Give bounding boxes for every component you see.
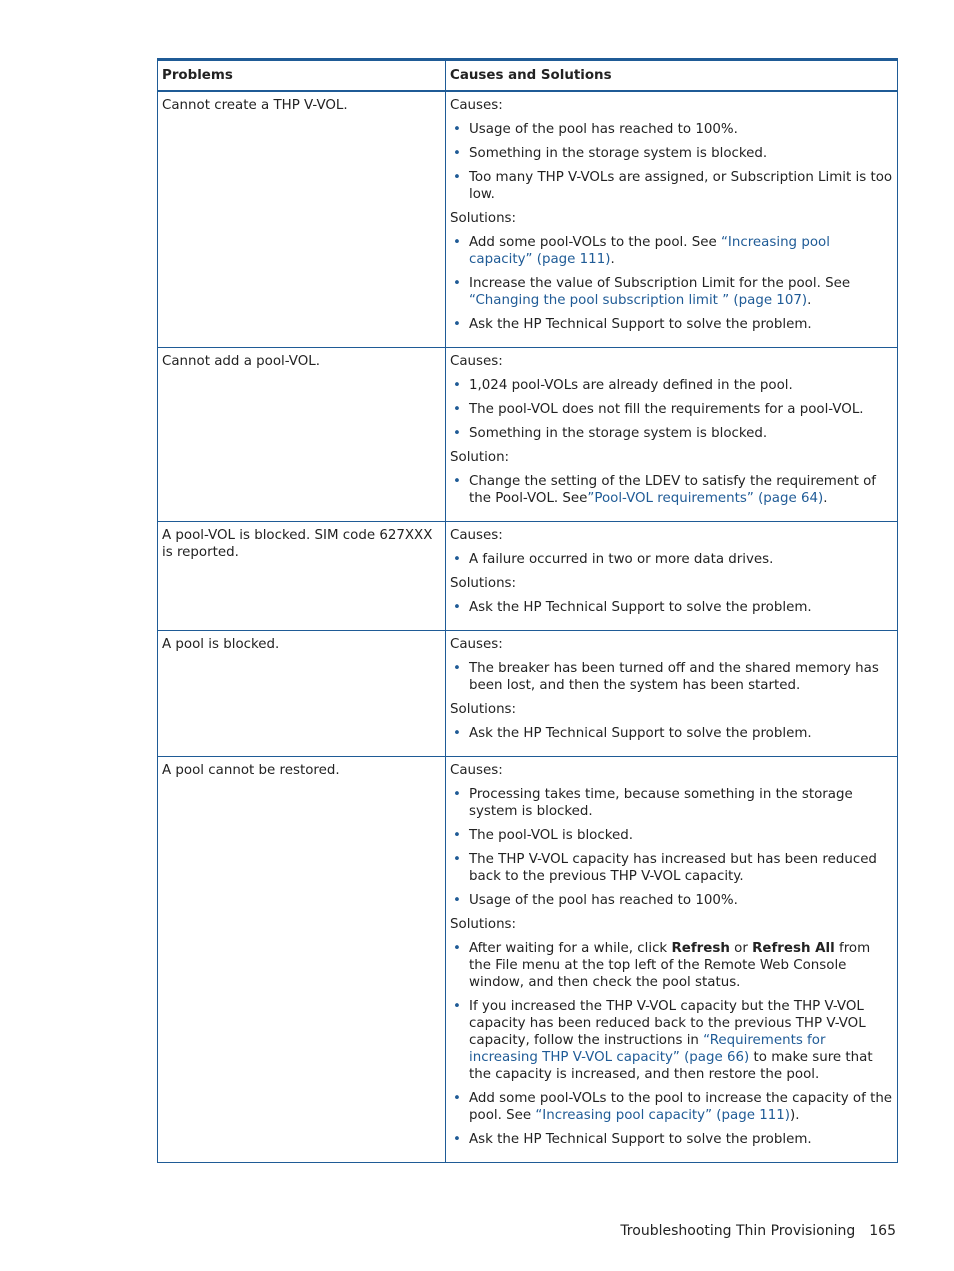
causes-list [450,121,893,203]
solution-item [450,473,893,507]
causes-label: Causes: [450,763,503,778]
causes-solutions-cell [446,631,898,757]
problem-cell: A pool-VOL is blocked. SIM code 627XXX is reported. [158,522,446,631]
cross-reference-link[interactable]: ”Pool-VOL requirements” (page 64) [587,491,824,506]
solutions-label: Solutions: [450,917,517,932]
solution-text: . [610,252,615,267]
table-row [158,757,898,1163]
cross-reference-link[interactable]: “Increasing pool capacity” (page 111) [535,1108,790,1123]
table-row [158,631,898,757]
cause-item: • Too many THP V-VOLs are assigned, or Subscription Limit is too low. [450,169,893,203]
causes-list [450,660,893,694]
cause-item: • Something in the storage system is blocked. [450,425,893,442]
table-body [158,91,898,1163]
solution-text: from the File menu at the top left of the Remote Web Console window, and then check the pool status. [469,941,871,990]
solution-text: Ask the HP Technical Support to solve the problem. [469,1132,812,1147]
cause-item: • Usage of the pool has reached to 100%. [450,121,893,138]
cause-item: • The breaker has been turned off and the shared memory has been lost, and then the system has been started. [450,660,893,694]
solutions-list [450,725,893,742]
cause-item: • Processing takes time, because something in the storage system is blocked. [450,786,893,820]
cause-item: • 1,024 pool-VOLs are already defined in the pool. [450,377,893,394]
cross-reference-link[interactable]: “Requirements for increasing THP V-VOL capacity” (page 66) [469,1033,826,1065]
causes-label: Causes: [450,98,503,113]
problem-cell: Cannot add a pool-VOL. [158,348,446,522]
table-header-row [158,60,898,92]
problem-cell: Cannot create a THP V-VOL. [158,91,446,348]
cause-item: • The pool-VOL is blocked. [450,827,893,844]
causes-list [450,377,893,442]
solution-text: . [807,293,812,308]
footer-section-title: Troubleshooting Thin Provisioning [620,1223,856,1239]
cause-item: • Something in the storage system is blocked. [450,145,893,162]
causes-solutions-cell [446,91,898,348]
header-causes-solutions: Causes and Solutions [446,60,898,92]
causes-label: Causes: [450,354,503,369]
solution-item [450,1131,893,1148]
solution-text: If you increased the THP V-VOL capacity but the THP V-VOL capacity has been reduced back to the previous THP V-VOL capacity, follow the instructions in [469,999,866,1048]
menu-command-refresh-all: Refresh All [752,941,835,956]
solution-text: Change the setting of the LDEV to satisfy the requirement of the Pool-VOL. See [469,474,876,506]
cross-reference-link[interactable]: “Changing the pool subscription limit ” (page 107) [469,293,808,308]
solution-text: . [823,491,828,506]
table-row [158,522,898,631]
solution-text: Add some pool-VOLs to the pool to increase the capacity of the pool. See [469,1091,893,1123]
solutions-label: Solution: [450,450,510,465]
causes-solutions-cell [446,348,898,522]
page-footer [620,1223,896,1239]
menu-command-refresh: Refresh [671,941,730,956]
causes-label: Causes: [450,637,503,652]
solution-text: After waiting for a while, click [469,941,672,956]
solutions-label: Solutions: [450,576,517,591]
solution-text: Ask the HP Technical Support to solve the problem. [469,726,812,741]
solution-text: Increase the value of Subscription Limit for the pool. See [469,276,851,291]
causes-solutions-cell [446,757,898,1163]
solutions-list [450,473,893,507]
solution-item [450,725,893,742]
troubleshooting-table [157,58,898,1163]
header-problems: Problems [158,60,446,92]
causes-solutions-cell [446,522,898,631]
cause-item: • The THP V-VOL capacity has increased but has been reduced back to the previous THP V-VOL capacity. [450,851,893,885]
solution-text: Ask the HP Technical Support to solve the problem. [469,600,812,615]
solution-item [450,599,893,616]
solution-item [450,275,893,309]
cause-item: • A failure occurred in two or more data drives. [450,551,893,568]
cause-item: • The pool-VOL does not fill the requirements for a pool-VOL. [450,401,893,418]
solution-item [450,234,893,268]
cause-item: • Usage of the pool has reached to 100%. [450,892,893,909]
causes-label: Causes: [450,528,503,543]
page-number: 165 [869,1223,896,1239]
solution-text: Ask the HP Technical Support to solve the problem. [469,317,812,332]
solutions-list [450,599,893,616]
cross-reference-link[interactable]: “Increasing pool capacity” (page 111) [469,235,830,267]
causes-list [450,551,893,568]
solution-text: to make sure that the capacity is increased, and then restore the pool. [469,1050,873,1082]
solution-text: ). [789,1108,800,1123]
solution-item [450,316,893,333]
solution-text: or [729,941,753,956]
causes-list [450,786,893,909]
solution-item [450,998,893,1083]
solution-text: Add some pool-VOLs to the pool. See [469,235,721,250]
solution-item [450,940,893,991]
problem-cell: A pool is blocked. [158,631,446,757]
solution-item [450,1090,893,1124]
problem-cell: A pool cannot be restored. [158,757,446,1163]
solutions-label: Solutions: [450,702,517,717]
solutions-list [450,234,893,333]
table-row [158,91,898,348]
solutions-list [450,940,893,1148]
solutions-label: Solutions: [450,211,517,226]
table-row [158,348,898,522]
